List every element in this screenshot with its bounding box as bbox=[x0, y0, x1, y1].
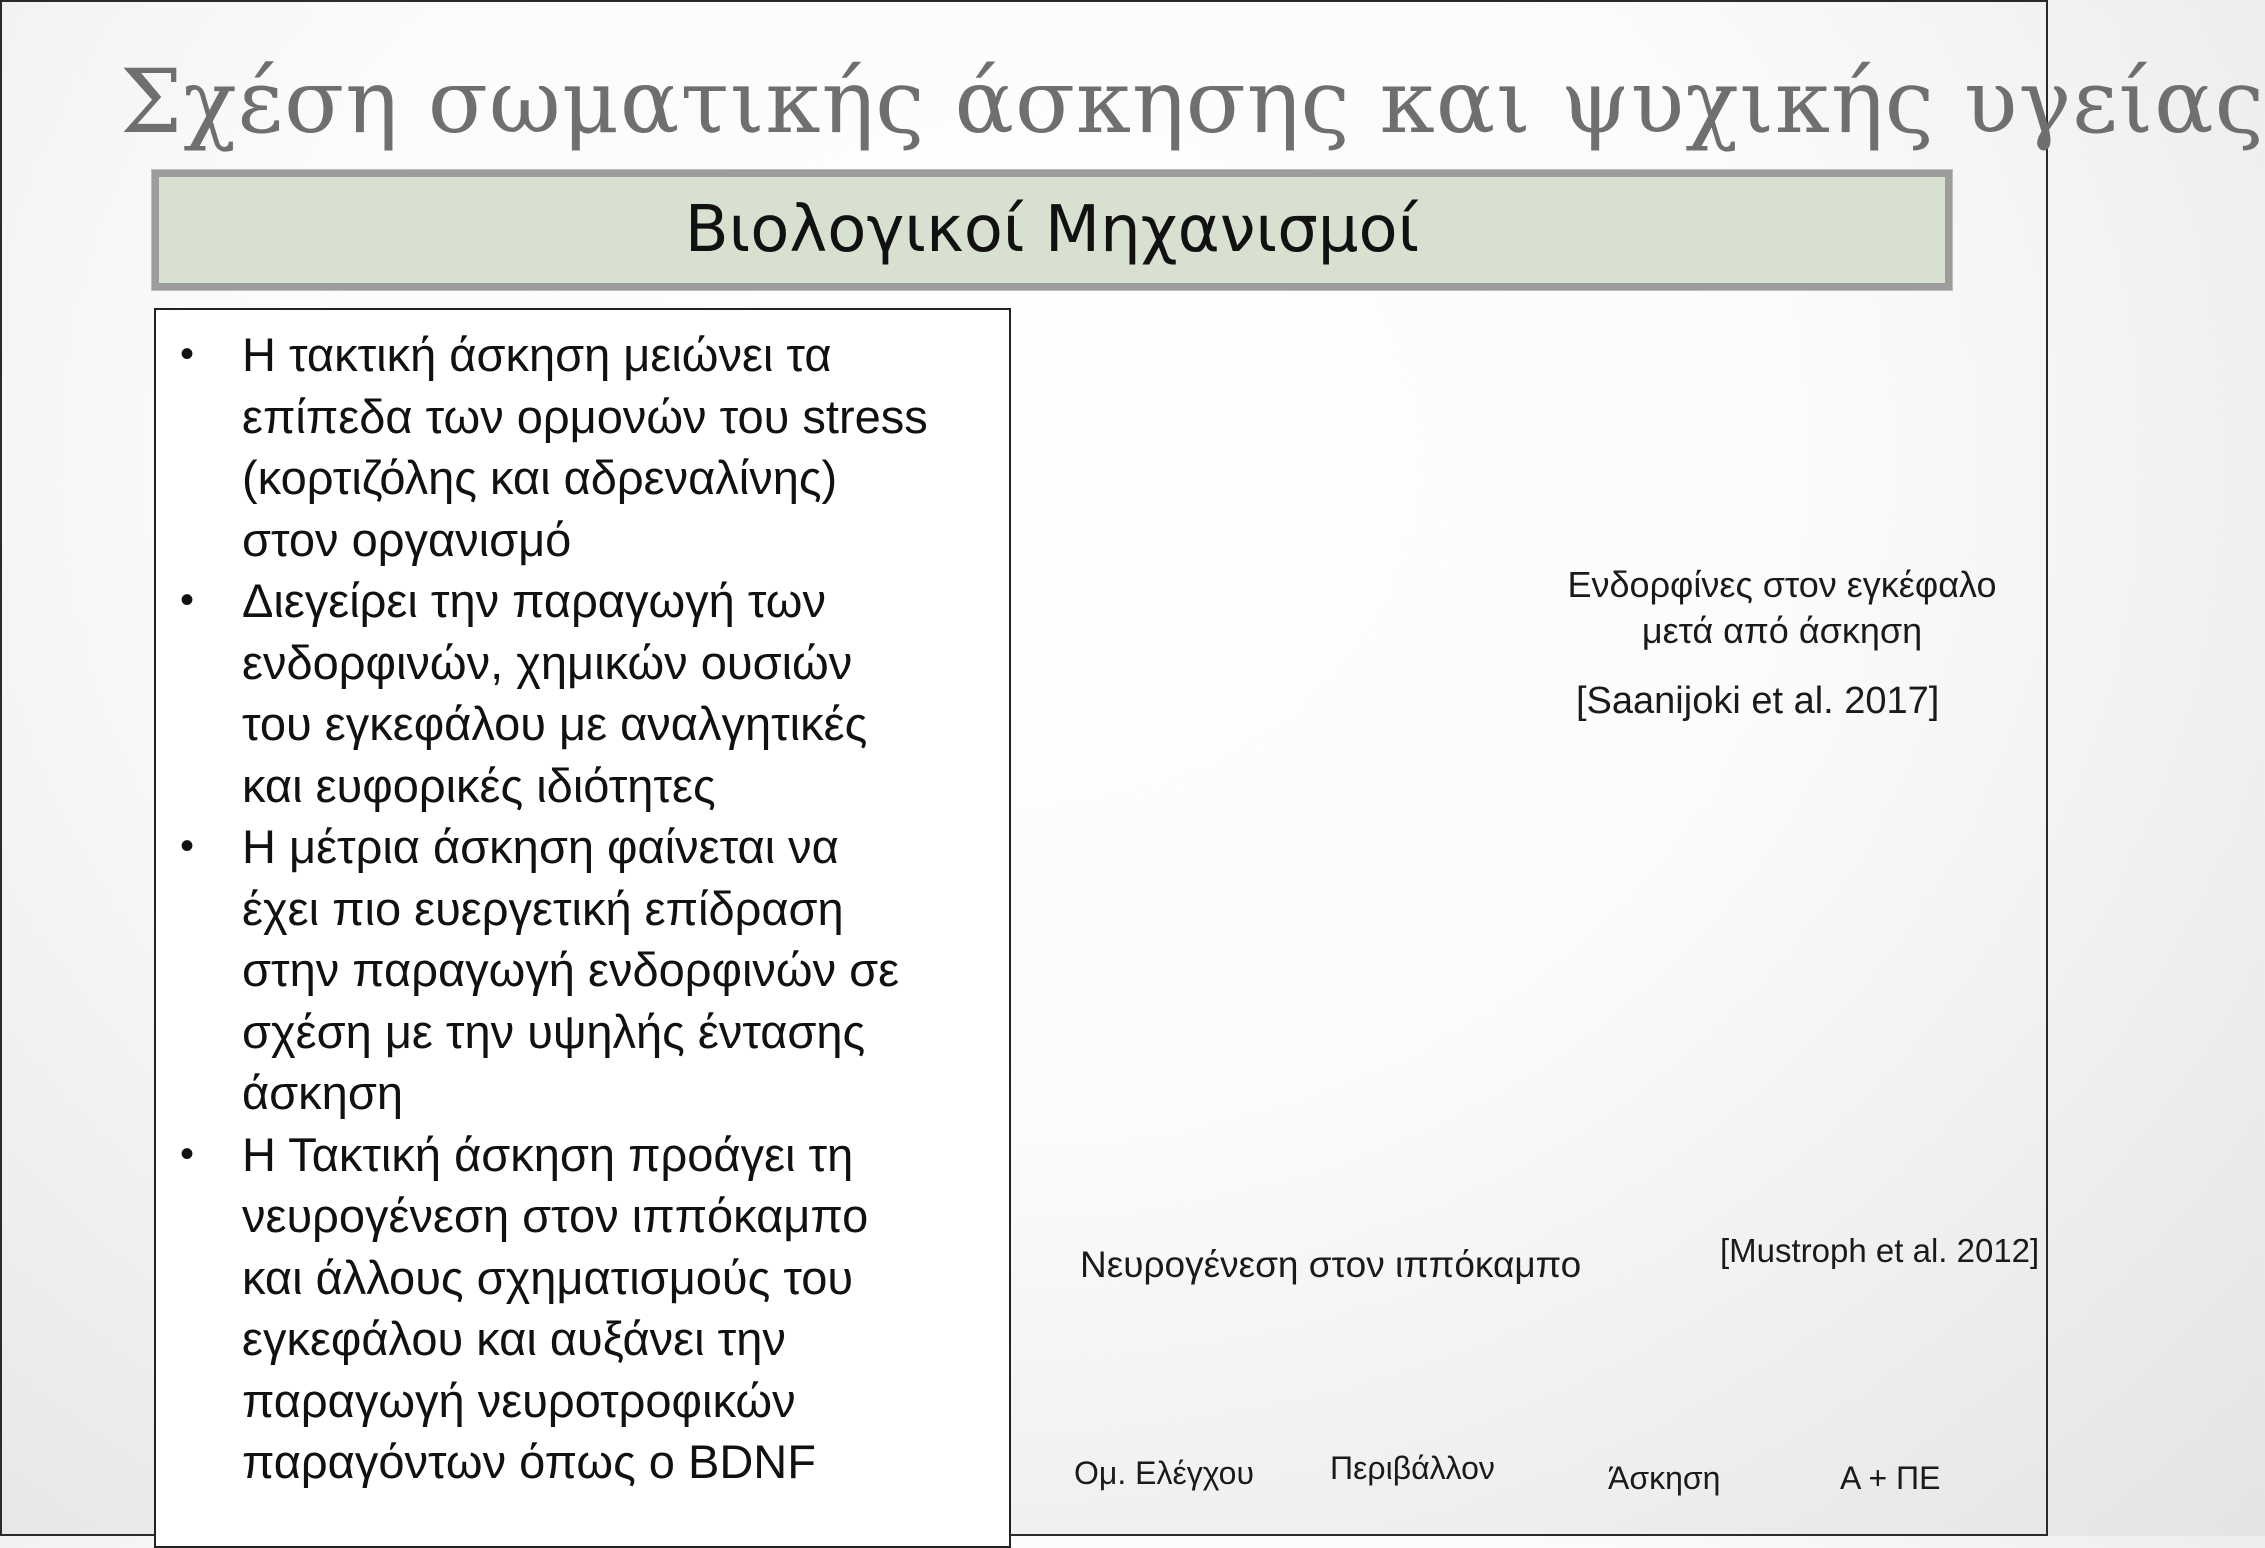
group-label-control: Ομ. Ελέγχου bbox=[1074, 1455, 1254, 1491]
bullet-item-moderate-exercise bbox=[156, 816, 997, 1124]
bullet-line: ενδορφινών, χημικών ουσιών bbox=[242, 635, 853, 689]
group-label-exercise: Άσκηση bbox=[1608, 1460, 1721, 1496]
bullet-line: εγκεφάλου και αυξάνει την bbox=[242, 1312, 786, 1365]
bullet-line: σχέση με την υψηλής έντασης bbox=[242, 1004, 866, 1058]
neurogenesis-reference: [Mustroph et al. 2012] bbox=[1720, 1232, 2040, 1269]
bullet-line: Η Τακτική άσκηση προάγει τη bbox=[242, 1127, 854, 1181]
bullet-line: (κορτιζόλης και αδρεναλίνης) bbox=[242, 451, 838, 504]
bullet-point-icon: • bbox=[180, 824, 195, 868]
bullet-line: Η τακτική άσκηση μειώνει τα bbox=[242, 328, 832, 381]
endorphins-figure-caption bbox=[1532, 562, 2032, 654]
caption-line: μετά από άσκηση bbox=[1641, 610, 1923, 651]
bullet-line: του εγκεφάλου με αναλγητικές bbox=[242, 697, 868, 750]
bullet-line: νευρογένεση στον ιππόκαμπο bbox=[242, 1189, 869, 1242]
bullet-line: και άλλους σχηματισμούς του bbox=[242, 1250, 854, 1304]
endorphins-reference: [Saanijoki et al. 2017] bbox=[1576, 680, 1940, 722]
bullet-line: Διεγείρει την παραγωγή των bbox=[242, 574, 826, 627]
bullet-line: παραγωγή νευροτροφικών bbox=[242, 1373, 796, 1427]
subtitle-text: Βιολογικοί Μηχανισμοί bbox=[684, 193, 1420, 267]
bullet-line: και ευφορικές ιδιότητες bbox=[242, 758, 716, 812]
bullet-item-neurogenesis bbox=[156, 1124, 997, 1493]
bullet-line: επίπεδα των ορμονών του stress bbox=[242, 389, 928, 443]
neurogenesis-figure-caption: Νευρογένεση στον ιππόκαμπο bbox=[1080, 1244, 1582, 1285]
bullet-list bbox=[156, 310, 1009, 1493]
bullet-item-stress-hormones bbox=[156, 324, 997, 570]
bullet-line: στον οργανισμό bbox=[242, 512, 572, 566]
subtitle-band bbox=[152, 170, 1952, 290]
bullet-point-icon: • bbox=[180, 332, 195, 376]
caption-line: Ενδορφίνες στον εγκέφαλο bbox=[1567, 564, 1997, 605]
group-label-combined: Α + ΠΕ bbox=[1840, 1460, 1941, 1496]
bullet-line: έχει πιο ευεργετική επίδραση bbox=[242, 881, 844, 935]
group-label-environment: Περιβάλλον bbox=[1330, 1450, 1495, 1486]
bullet-line: στην παραγωγή ενδορφινών σε bbox=[242, 943, 900, 996]
bullet-point-icon: • bbox=[180, 578, 195, 622]
bullet-line: παραγόντων όπως ο BDNF bbox=[242, 1435, 816, 1488]
bullet-text-box bbox=[154, 308, 1011, 1548]
bullet-item-endorphins bbox=[156, 570, 997, 816]
slide-title: Σχέση σωματικής άσκησης και ψυχικής υγείας bbox=[120, 50, 2265, 153]
bullet-line: άσκηση bbox=[242, 1066, 403, 1119]
bullet-line: Η μέτρια άσκηση φαίνεται να bbox=[242, 820, 839, 873]
bullet-point-icon: • bbox=[180, 1131, 195, 1176]
